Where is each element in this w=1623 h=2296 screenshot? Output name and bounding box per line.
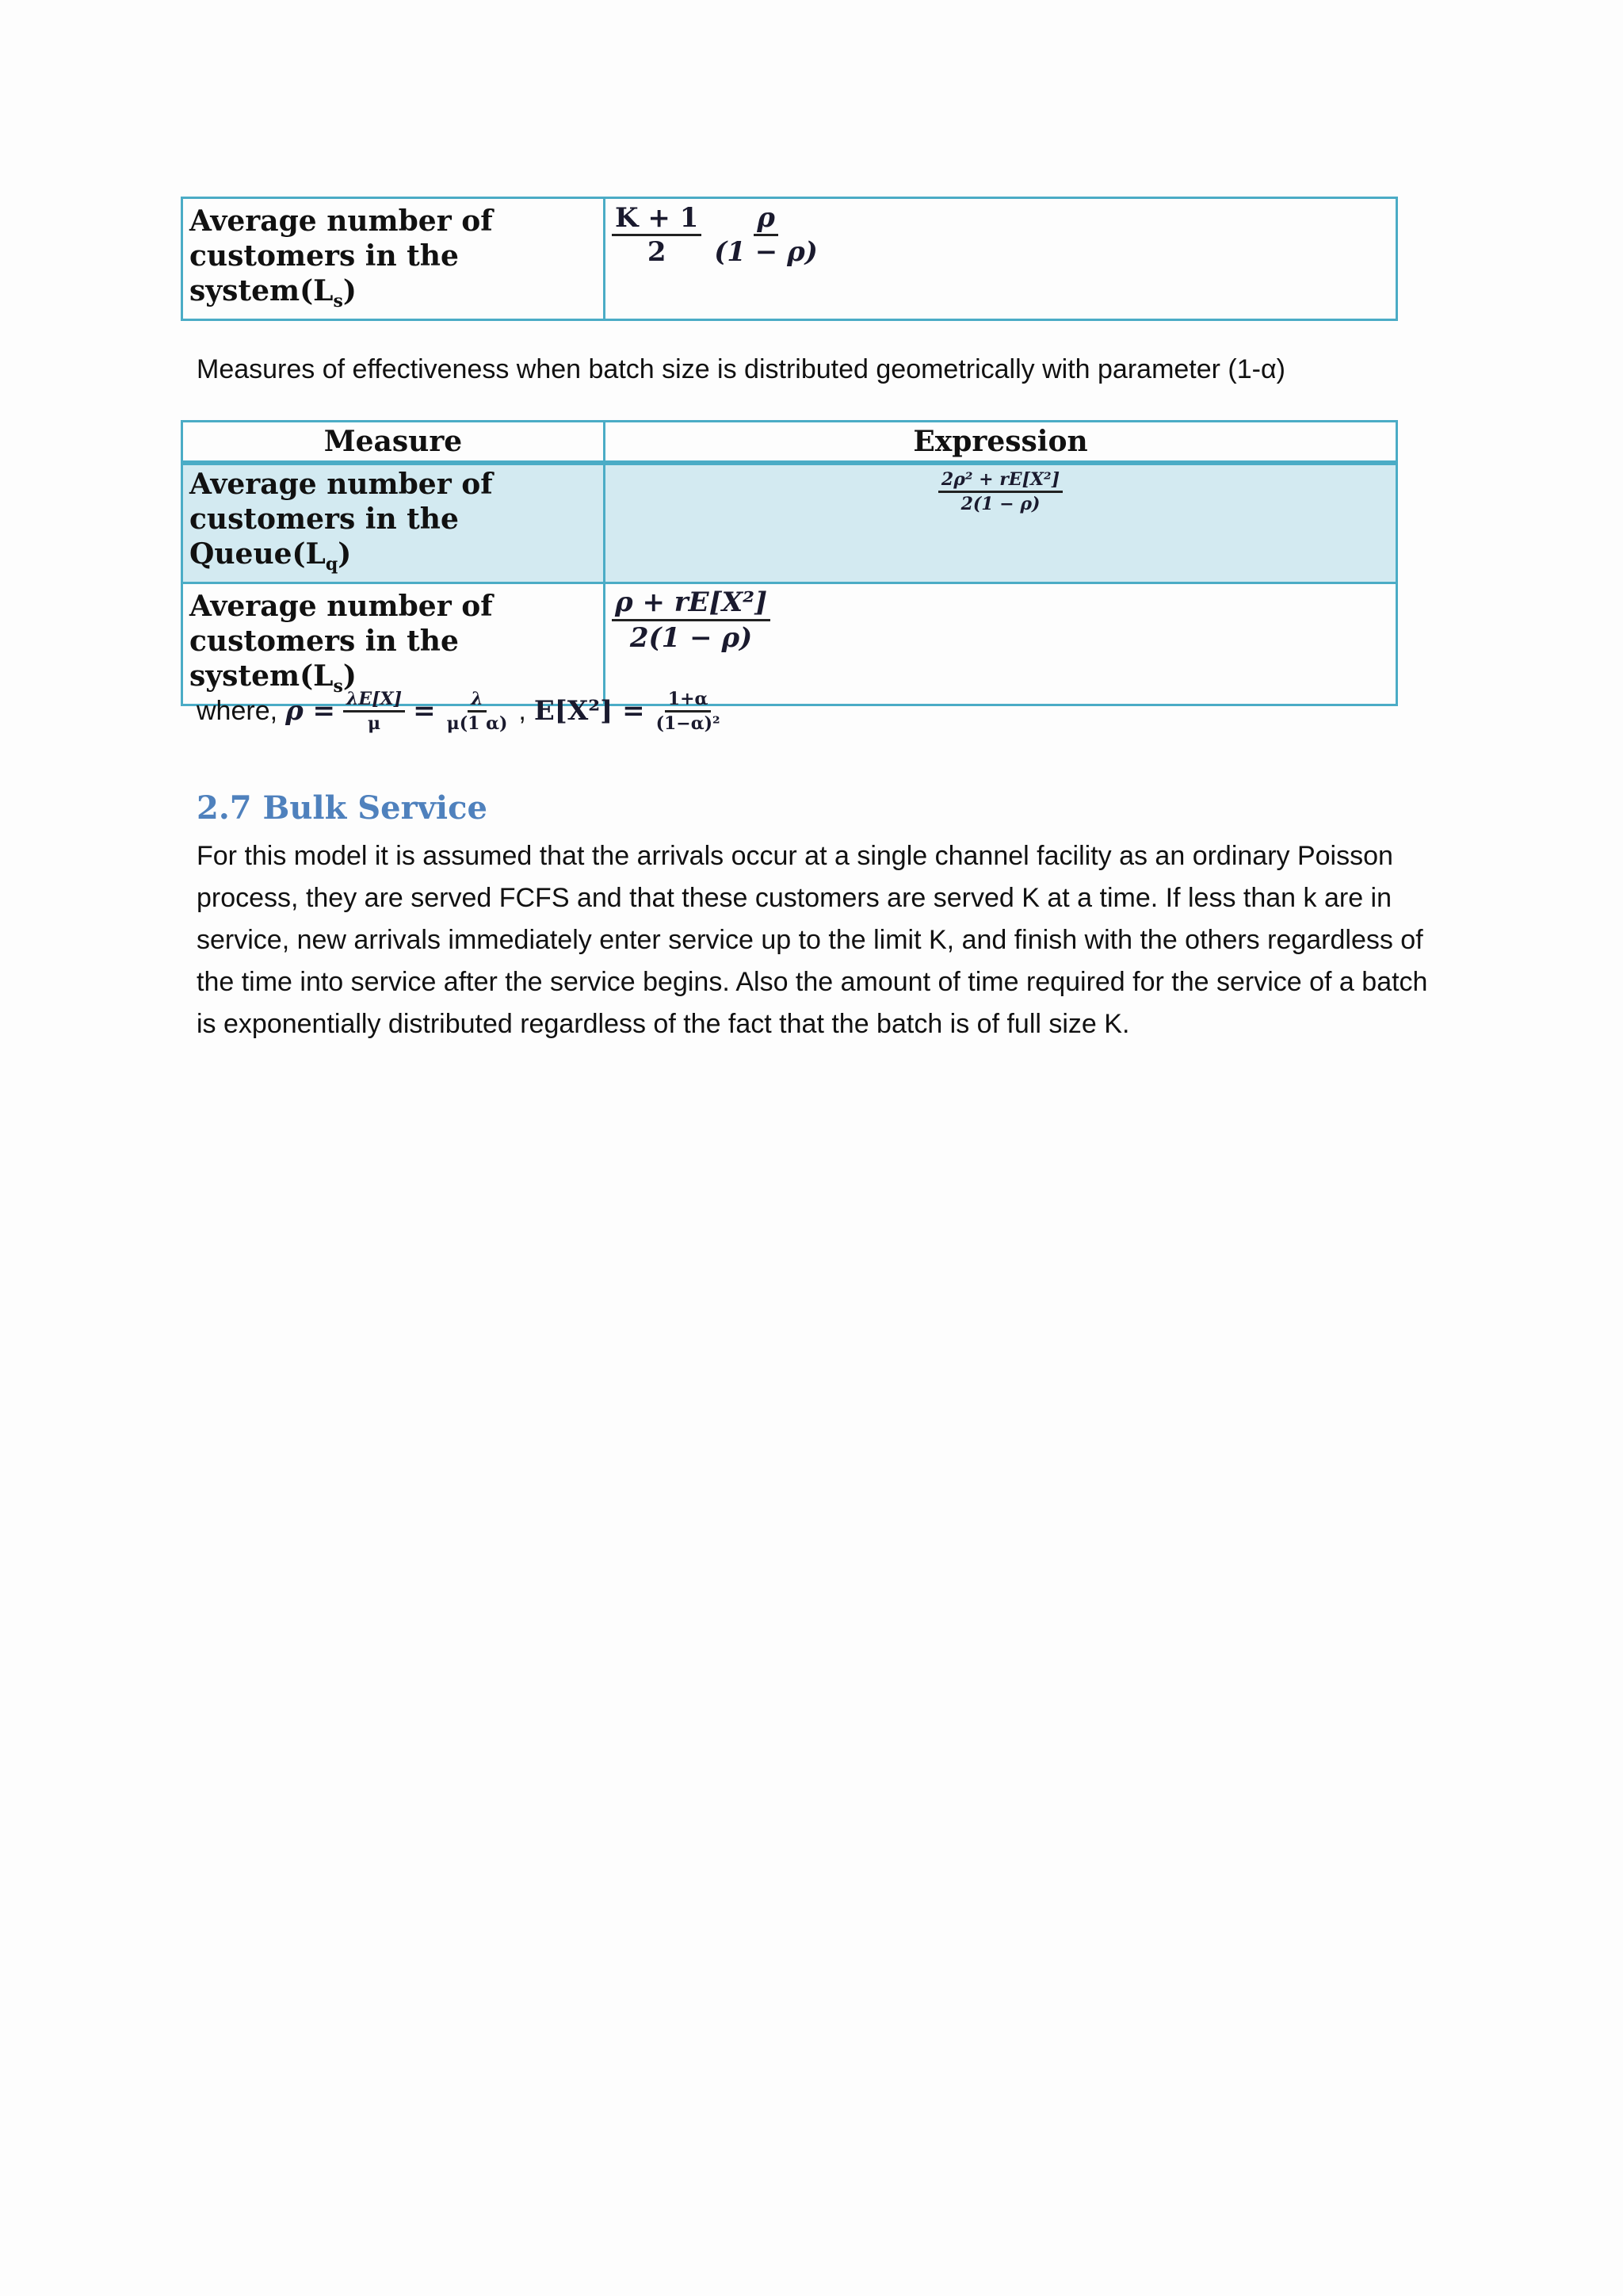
formula-ls-geometric: $\frac{\text{ρ + rE[X²]}}{2(1 - \rho)}$ — [612, 603, 770, 635]
section-body: For this model it is assumed that the arrivals occur at a single channel facility as an ordinary Poisson process, they are served FCFS and that these customers are served K at a time. If less than k are in service, new arrivals immediately enter service up to the limit K, and finish with the others regardless of the time into service after the service begins. Also the amount of time required for the service of a batch is exponentially distributed regardless of the fact that the batch is of full size K. — [197, 841, 1428, 1039]
fraction-rho-alt: $\frac{\lambda}{\mu(1 \alpha)}$ — [446, 689, 508, 734]
measures-table-top — [181, 197, 1398, 321]
column-header-measure: Measure — [182, 422, 605, 464]
fraction-ex2: $\frac{1+\alpha}{\text{(1−α)²}}$ — [655, 689, 720, 734]
expression-cell — [605, 583, 1397, 705]
expression-cell — [605, 198, 1397, 320]
table-row — [182, 198, 1397, 320]
formula-ls-bulk-arrival: $\frac{K + 1}{2}$ $\frac{\rho}{(1 - \rho)}$ — [612, 218, 821, 250]
measure-label: Average number of customers in the $system(L_s)$ — [182, 583, 605, 705]
expression-cell — [605, 463, 1397, 583]
section-heading: 2.7 Bulk Service — [197, 789, 487, 827]
fraction-rho: $\frac{\lambda E[X]}{\mu}$ — [343, 688, 405, 735]
column-header-expression: Expression — [605, 422, 1397, 464]
measure-label: Average number of customers in the $system(L_s)$ — [182, 198, 605, 320]
table-row — [182, 583, 1397, 705]
table-caption: Measures of effectiveness when batch size is distributed geometrically with parameter (1-α) — [197, 354, 1285, 384]
formula-lq-geometric: $\frac{\text{2ρ² + rE[X²]}}{2(1 - \rho)}$ — [938, 481, 1063, 502]
measure-label: Average number of customers in the $Queue(L_q)$ — [182, 463, 605, 583]
table-row — [182, 463, 1397, 583]
where-line: where, ρ = $\frac{\lambda E[X]}{\mu}$ = $\frac{\lambda}{\mu(1 \alpha)}$ , E[X²] = $\frac{1+\alpha}{\text{(1−α)²}}$ — [197, 688, 1433, 735]
measures-table-geometric — [181, 420, 1398, 706]
table-header-row — [182, 422, 1397, 464]
